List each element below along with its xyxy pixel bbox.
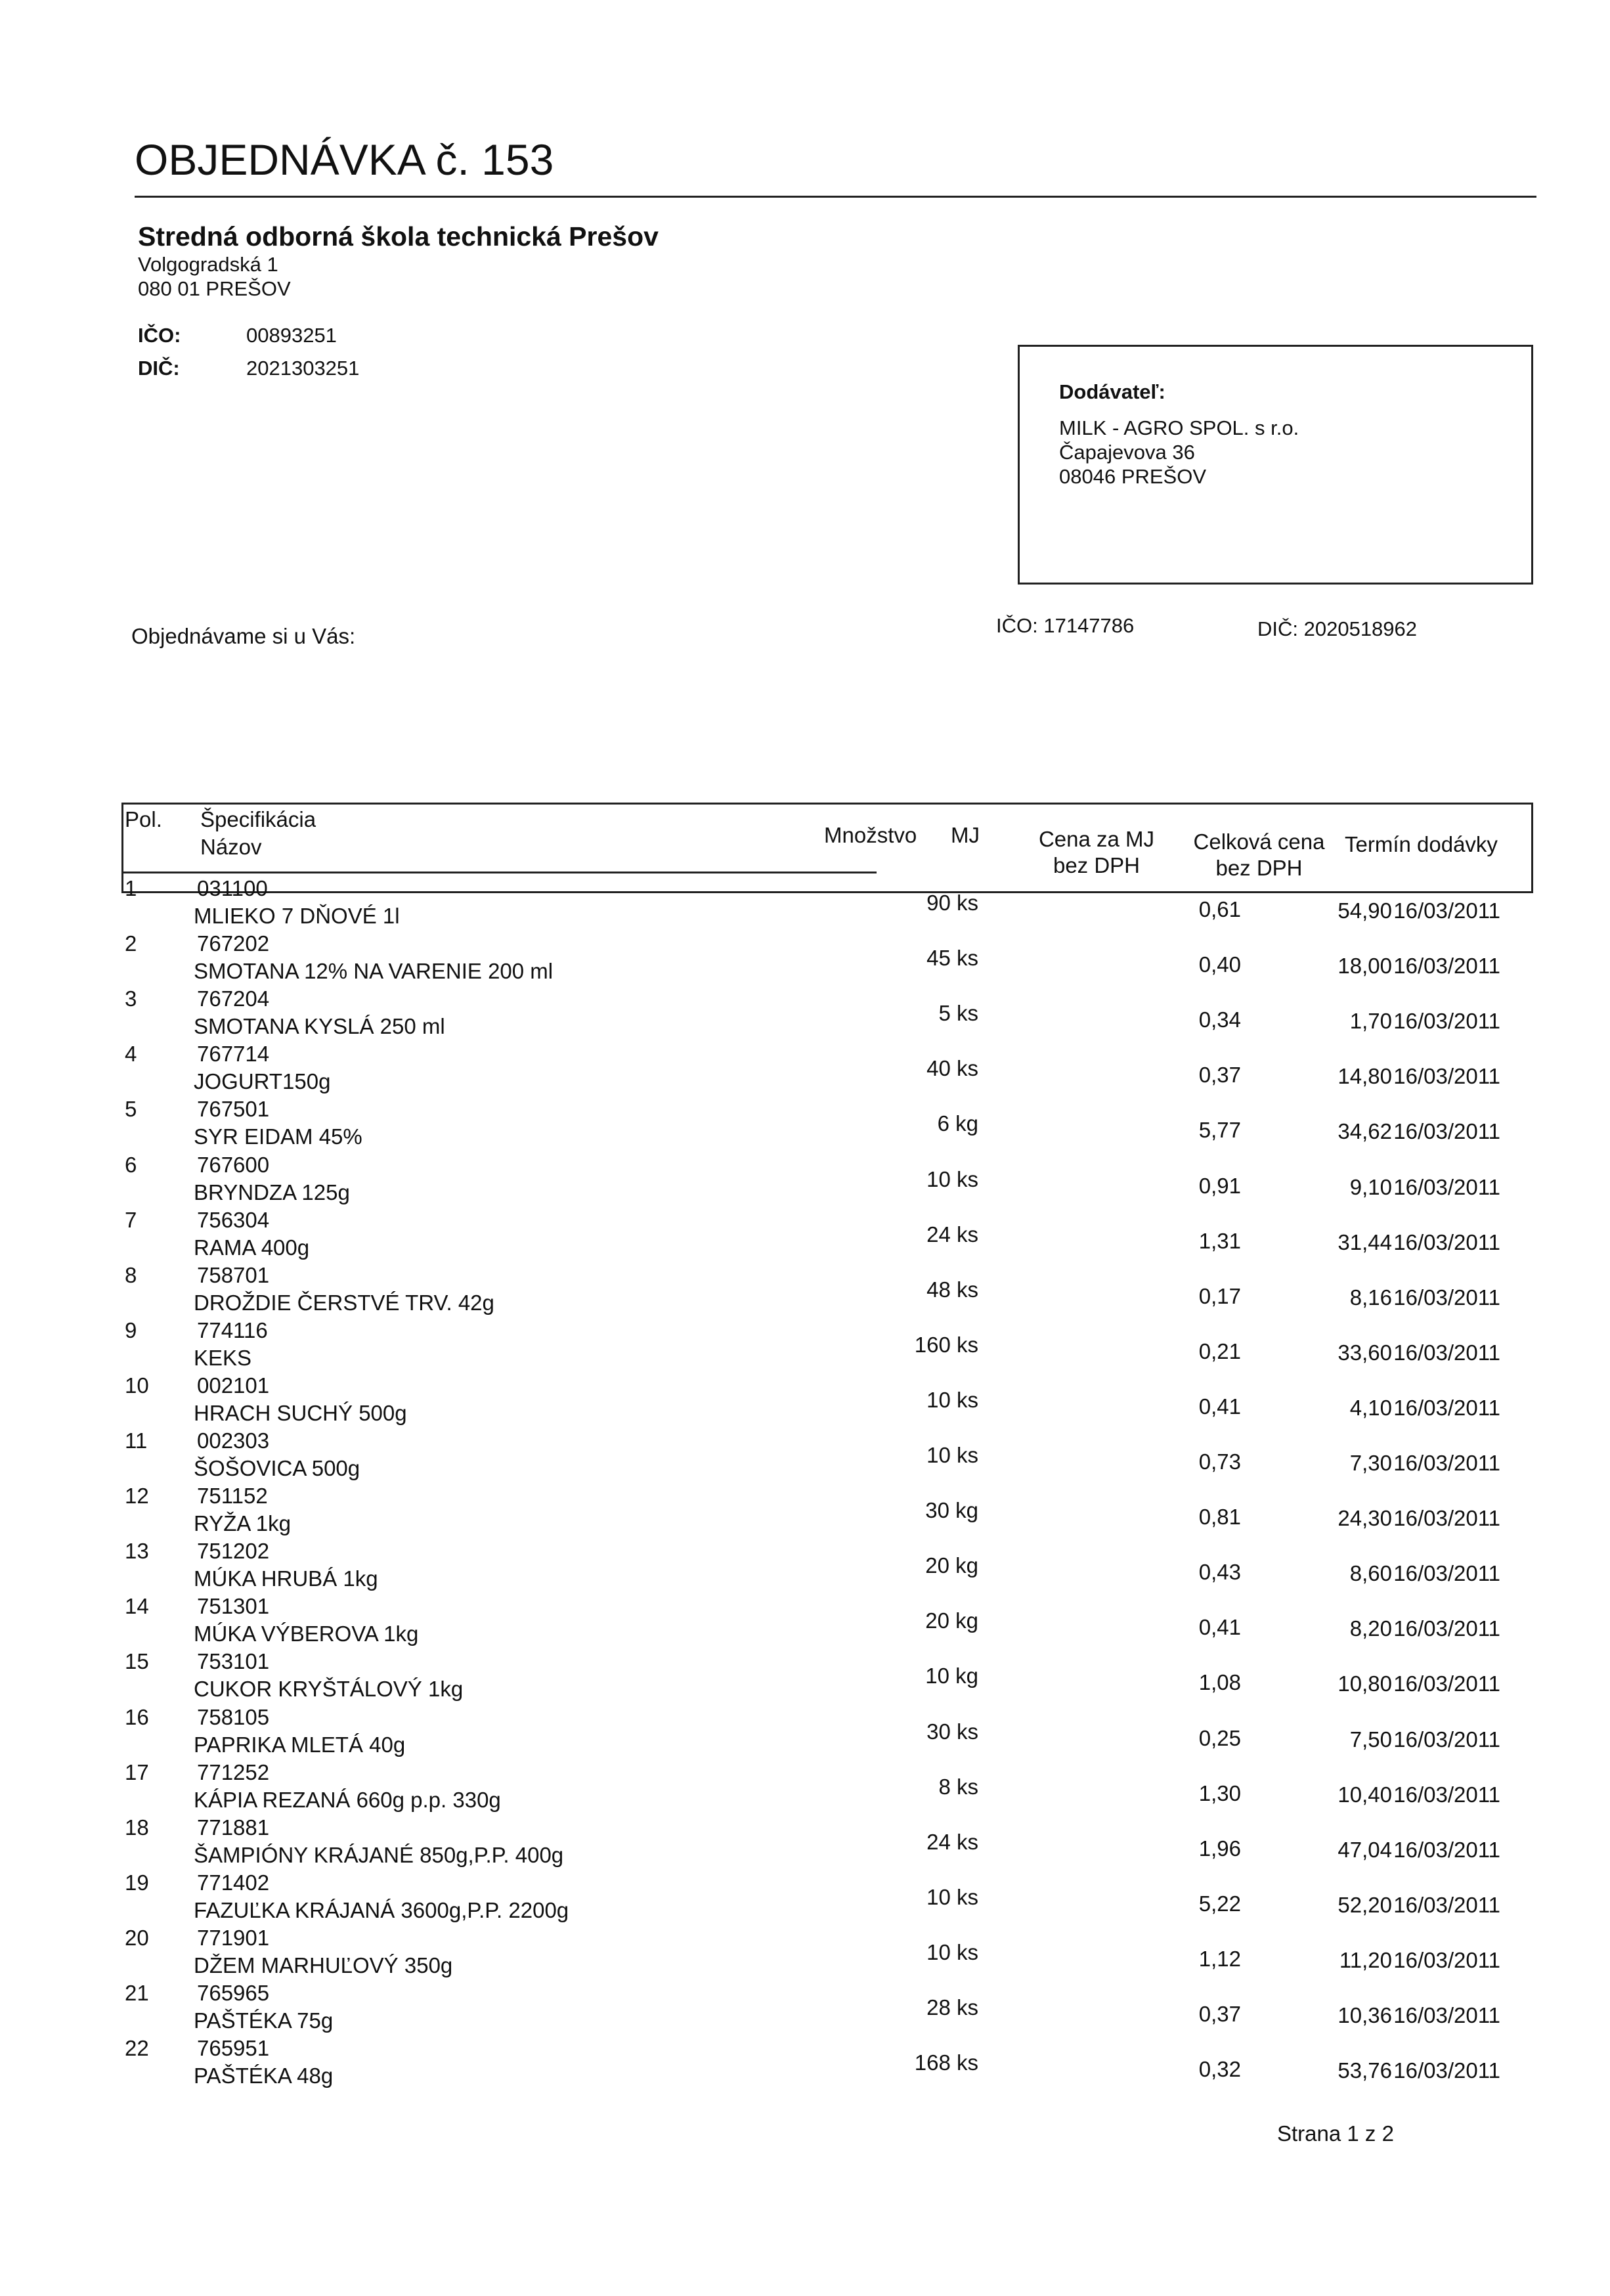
row-total: 8,60 — [1349, 1561, 1392, 1586]
row-delivery-date: 16/03/2011 — [1393, 1727, 1500, 1752]
supplier-label: Dodávateľ: — [1059, 380, 1165, 403]
row-unit-price: 0,37 — [1198, 2002, 1241, 2026]
buyer-dic: 2021303251 — [246, 357, 360, 380]
row-name: SMOTANA KYSLÁ 250 ml — [194, 1014, 445, 1039]
table-row — [0, 1980, 1610, 2035]
row-code: 002101 — [197, 1373, 270, 1398]
row-pol: 11 — [125, 1428, 148, 1453]
row-code: 771252 — [197, 1759, 270, 1784]
row-name: FAZUĽKA KRÁJANÁ 3600g,P.P. 2200g — [194, 1897, 569, 1922]
row-name: RAMA 400g — [194, 1235, 310, 1260]
header-quantity: Množstvo — [824, 823, 917, 847]
row-total: 4,10 — [1349, 1395, 1392, 1420]
row-pol: 12 — [125, 1484, 149, 1509]
header-name: Názov — [200, 835, 262, 859]
row-unit-price: 0,41 — [1198, 1615, 1241, 1640]
table-row — [0, 1648, 1610, 1704]
row-name: DROŽDIE ČERSTVÉ TRV. 42g — [194, 1290, 494, 1315]
row-unit-price: 0,91 — [1198, 1173, 1241, 1198]
document-title: OBJEDNÁVKA č. 153 — [135, 135, 554, 184]
table-row — [0, 875, 1610, 931]
row-unit-price: 1,12 — [1198, 1946, 1241, 1971]
table-row — [0, 1207, 1610, 1262]
order-intro: Objednávame si u Vás: — [131, 624, 356, 648]
row-unit-price: 0,25 — [1198, 1725, 1241, 1750]
row-pol: 5 — [125, 1097, 137, 1122]
row-total: 7,50 — [1349, 1727, 1392, 1752]
row-code: 767600 — [197, 1152, 270, 1177]
supplier-box — [1018, 345, 1533, 585]
row-code: 758105 — [197, 1704, 270, 1729]
row-delivery-date: 16/03/2011 — [1393, 1947, 1500, 1972]
row-total: 54,90 — [1338, 898, 1392, 923]
header-unit-price — [1021, 826, 1172, 879]
row-total: 18,00 — [1338, 954, 1392, 979]
row-name: KÁPIA REZANÁ 660g p.p. 330g — [194, 1787, 501, 1812]
row-delivery-date: 16/03/2011 — [1393, 2003, 1500, 2027]
row-quantity: 24 ks — [926, 1222, 978, 1247]
row-total: 10,40 — [1338, 1782, 1392, 1807]
row-quantity: 30 ks — [926, 1719, 978, 1744]
row-code: 765951 — [197, 2036, 270, 2061]
row-total: 8,20 — [1349, 1616, 1392, 1641]
row-unit-price: 0,43 — [1198, 1560, 1241, 1585]
row-name: SYR EIDAM 45% — [194, 1124, 362, 1149]
row-unit-price: 1,08 — [1198, 1670, 1241, 1695]
supplier-city: 08046 PREŠOV — [1059, 465, 1207, 488]
row-total: 14,80 — [1338, 1064, 1392, 1089]
row-delivery-date: 16/03/2011 — [1393, 1506, 1500, 1531]
row-code: 767204 — [197, 986, 270, 1011]
table-row — [0, 1593, 1610, 1648]
row-code: 751301 — [197, 1594, 270, 1619]
row-quantity: 90 ks — [926, 891, 978, 915]
row-code: 753101 — [197, 1649, 270, 1674]
row-pol: 3 — [125, 986, 137, 1011]
row-quantity: 168 ks — [914, 2050, 978, 2075]
row-pol: 14 — [125, 1594, 149, 1619]
row-quantity: 20 kg — [925, 1608, 978, 1633]
row-unit-price: 0,40 — [1198, 952, 1241, 977]
row-quantity: 10 ks — [926, 1884, 978, 1909]
table-row — [0, 1925, 1610, 1980]
page-number: Strana 1 z 2 — [1277, 2121, 1394, 2146]
row-unit-price: 0,37 — [1198, 1063, 1241, 1088]
row-pol: 4 — [125, 1042, 137, 1067]
row-total: 9,10 — [1349, 1174, 1392, 1199]
supplier-name: MILK - AGRO SPOL. s r.o. — [1059, 416, 1299, 439]
row-code: 767714 — [197, 1042, 270, 1067]
row-pol: 7 — [125, 1207, 137, 1232]
row-quantity: 20 kg — [925, 1553, 978, 1578]
row-unit-price: 0,81 — [1198, 1505, 1241, 1530]
row-quantity: 6 kg — [937, 1111, 978, 1136]
row-name: DŽEM MARHUĽOVÝ 350g — [194, 1953, 453, 1977]
row-unit-price: 0,61 — [1198, 897, 1241, 921]
row-total: 33,60 — [1338, 1340, 1392, 1365]
row-pol: 19 — [125, 1870, 149, 1895]
row-quantity: 40 ks — [926, 1056, 978, 1081]
table-row — [0, 1483, 1610, 1538]
row-delivery-date: 16/03/2011 — [1393, 1451, 1500, 1475]
row-pol: 18 — [125, 1815, 149, 1840]
header-total-price-line2: bez DPH — [1215, 856, 1303, 880]
row-delivery-date: 16/03/2011 — [1393, 1009, 1500, 1034]
row-name: ŠAMPIÓNY KRÁJANÉ 850g,P.P. 400g — [194, 1842, 564, 1867]
row-delivery-date: 16/03/2011 — [1393, 1561, 1500, 1586]
row-quantity: 48 ks — [926, 1277, 978, 1302]
buyer-dic-label: DIČ: — [138, 357, 180, 380]
row-unit-price: 1,96 — [1198, 1836, 1241, 1861]
row-delivery-date: 16/03/2011 — [1393, 1837, 1500, 1862]
row-total: 1,70 — [1349, 1009, 1392, 1034]
row-delivery-date: 16/03/2011 — [1393, 1782, 1500, 1807]
row-name: HRACH SUCHÝ 500g — [194, 1400, 407, 1425]
row-delivery-date: 16/03/2011 — [1393, 1616, 1500, 1641]
row-total: 52,20 — [1338, 1892, 1392, 1917]
table-row — [0, 931, 1610, 986]
row-code: 767501 — [197, 1097, 270, 1122]
row-code: 767202 — [197, 931, 270, 956]
table-row — [0, 1815, 1610, 1870]
row-quantity: 10 ks — [926, 1443, 978, 1467]
table-row — [0, 2035, 1610, 2090]
row-code: 002303 — [197, 1428, 270, 1453]
row-pol: 13 — [125, 1539, 149, 1564]
row-name: MÚKA VÝBEROVA 1kg — [194, 1622, 419, 1646]
row-unit-price: 1,30 — [1198, 1780, 1241, 1805]
row-code: 771402 — [197, 1870, 270, 1895]
supplier-ico: IČO: 17147786 — [996, 614, 1135, 637]
row-total: 47,04 — [1338, 1837, 1392, 1862]
row-delivery-date: 16/03/2011 — [1393, 898, 1500, 923]
row-total: 53,76 — [1338, 2058, 1392, 2083]
row-unit-price: 0,41 — [1198, 1394, 1241, 1419]
row-delivery-date: 16/03/2011 — [1393, 954, 1500, 979]
table-row — [0, 1041, 1610, 1096]
row-pol: 21 — [125, 1981, 149, 2005]
row-delivery-date: 16/03/2011 — [1393, 1340, 1500, 1365]
row-name: SMOTANA 12% NA VARENIE 200 ml — [194, 959, 554, 984]
row-code: 771881 — [197, 1815, 270, 1840]
row-unit-price: 5,22 — [1198, 1891, 1241, 1916]
row-code: 771901 — [197, 1925, 270, 1950]
row-delivery-date: 16/03/2011 — [1393, 1285, 1500, 1310]
row-delivery-date: 16/03/2011 — [1393, 1892, 1500, 1917]
row-delivery-date: 16/03/2011 — [1393, 1119, 1500, 1144]
row-delivery-date: 16/03/2011 — [1393, 2058, 1500, 2083]
buyer-street: Volgogradská 1 — [138, 253, 278, 276]
table-row — [0, 1262, 1610, 1317]
row-name: RYŽA 1kg — [194, 1511, 291, 1536]
header-unit-price-line1: Cena za MJ — [1038, 827, 1155, 851]
header-spec: Špecifikácia — [200, 807, 316, 831]
buyer-name: Stredná odborná škola technická Prešov — [138, 221, 659, 252]
header-mj: MJ — [951, 823, 980, 847]
row-name: JOGURT150g — [194, 1069, 331, 1094]
row-name: KEKS — [194, 1345, 252, 1370]
row-unit-price: 0,73 — [1198, 1449, 1241, 1474]
title-divider — [135, 196, 1536, 198]
header-delivery: Termín dodávky — [1345, 832, 1498, 856]
row-name: PAŠTÉKA 48g — [194, 2064, 334, 2088]
row-pol: 6 — [125, 1152, 137, 1177]
row-total: 7,30 — [1349, 1451, 1392, 1475]
row-unit-price: 0,34 — [1198, 1007, 1241, 1032]
row-quantity: 30 kg — [925, 1498, 978, 1523]
row-name: MLIEKO 7 DŇOVÉ 1l — [194, 904, 400, 928]
buyer-ico: 00893251 — [246, 324, 337, 347]
row-total: 34,62 — [1338, 1119, 1392, 1144]
table-row — [0, 1870, 1610, 1925]
row-quantity: 10 ks — [926, 1166, 978, 1191]
buyer-block — [138, 221, 659, 301]
row-pol: 8 — [125, 1262, 137, 1287]
row-name: BRYNDZA 125g — [194, 1180, 350, 1204]
row-pol: 17 — [125, 1759, 149, 1784]
row-total: 24,30 — [1338, 1506, 1392, 1531]
header-pol: Pol. — [125, 807, 162, 831]
row-total: 10,80 — [1338, 1671, 1392, 1696]
row-pol: 9 — [125, 1317, 137, 1342]
row-code: 031100 — [197, 876, 268, 900]
row-quantity: 10 ks — [926, 1387, 978, 1412]
row-name: CUKOR KRYŠTÁLOVÝ 1kg — [194, 1677, 464, 1702]
row-quantity: 45 ks — [926, 946, 978, 971]
row-pol: 20 — [125, 1925, 149, 1950]
table-row — [0, 1538, 1610, 1593]
table-row — [0, 1152, 1610, 1207]
row-pol: 1 — [125, 876, 137, 900]
supplier-dic: DIČ: 2020518962 — [1257, 617, 1418, 640]
row-total: 10,36 — [1338, 2003, 1392, 2027]
row-name: MÚKA HRUBÁ 1kg — [194, 1566, 378, 1591]
row-code: 765965 — [197, 1981, 270, 2005]
supplier-details — [1059, 380, 1299, 489]
row-pol: 16 — [125, 1704, 149, 1729]
row-delivery-date: 16/03/2011 — [1393, 1229, 1500, 1254]
row-total: 11,20 — [1339, 1947, 1392, 1972]
table-row — [0, 1428, 1610, 1483]
header-total-price — [1179, 829, 1339, 881]
table-row — [0, 1096, 1610, 1151]
table-row — [0, 986, 1610, 1041]
row-quantity: 160 ks — [914, 1332, 978, 1357]
row-pol: 22 — [125, 2036, 149, 2061]
row-delivery-date: 16/03/2011 — [1393, 1395, 1500, 1420]
row-name: PAPRIKA MLETÁ 40g — [194, 1732, 406, 1757]
row-name: ŠOŠOVICA 500g — [194, 1456, 360, 1480]
row-code: 751152 — [197, 1484, 268, 1509]
row-total: 31,44 — [1338, 1229, 1392, 1254]
table-row — [0, 1704, 1610, 1759]
row-quantity: 24 ks — [926, 1829, 978, 1854]
row-code: 758701 — [197, 1262, 270, 1287]
row-code: 756304 — [197, 1207, 270, 1232]
row-unit-price: 0,32 — [1198, 2057, 1241, 2082]
row-code: 751202 — [197, 1539, 270, 1564]
row-quantity: 10 kg — [925, 1664, 978, 1689]
buyer-dic-line — [138, 352, 359, 385]
buyer-ids — [138, 319, 359, 385]
row-quantity: 8 ks — [938, 1774, 978, 1799]
header-total-price-line1: Celková cena — [1193, 829, 1325, 854]
buyer-city: 080 01 PREŠOV — [138, 277, 291, 300]
table-row — [0, 1317, 1610, 1373]
table-row — [0, 1759, 1610, 1815]
buyer-ico-label: IČO: — [138, 324, 181, 347]
row-delivery-date: 16/03/2011 — [1393, 1064, 1500, 1089]
row-unit-price: 0,17 — [1198, 1283, 1241, 1308]
buyer-ico-line — [138, 319, 359, 352]
row-pol: 15 — [125, 1649, 149, 1674]
row-quantity: 28 ks — [926, 1995, 978, 2020]
row-total: 8,16 — [1349, 1285, 1392, 1310]
row-delivery-date: 16/03/2011 — [1393, 1174, 1500, 1199]
row-unit-price: 1,31 — [1198, 1228, 1241, 1253]
row-unit-price: 5,77 — [1198, 1118, 1241, 1143]
table-header-divider — [121, 872, 877, 873]
table-row — [0, 1373, 1610, 1428]
row-quantity: 5 ks — [938, 1001, 978, 1026]
row-delivery-date: 16/03/2011 — [1393, 1671, 1500, 1696]
supplier-street: Čapajevova 36 — [1059, 441, 1195, 464]
row-code: 774116 — [197, 1317, 268, 1342]
header-unit-price-line2: bez DPH — [1053, 853, 1141, 877]
row-pol: 2 — [125, 931, 137, 956]
row-pol: 10 — [125, 1373, 149, 1398]
row-unit-price: 0,21 — [1198, 1338, 1241, 1363]
row-name: PAŠTÉKA 75g — [194, 2008, 334, 2033]
row-quantity: 10 ks — [926, 1939, 978, 1964]
